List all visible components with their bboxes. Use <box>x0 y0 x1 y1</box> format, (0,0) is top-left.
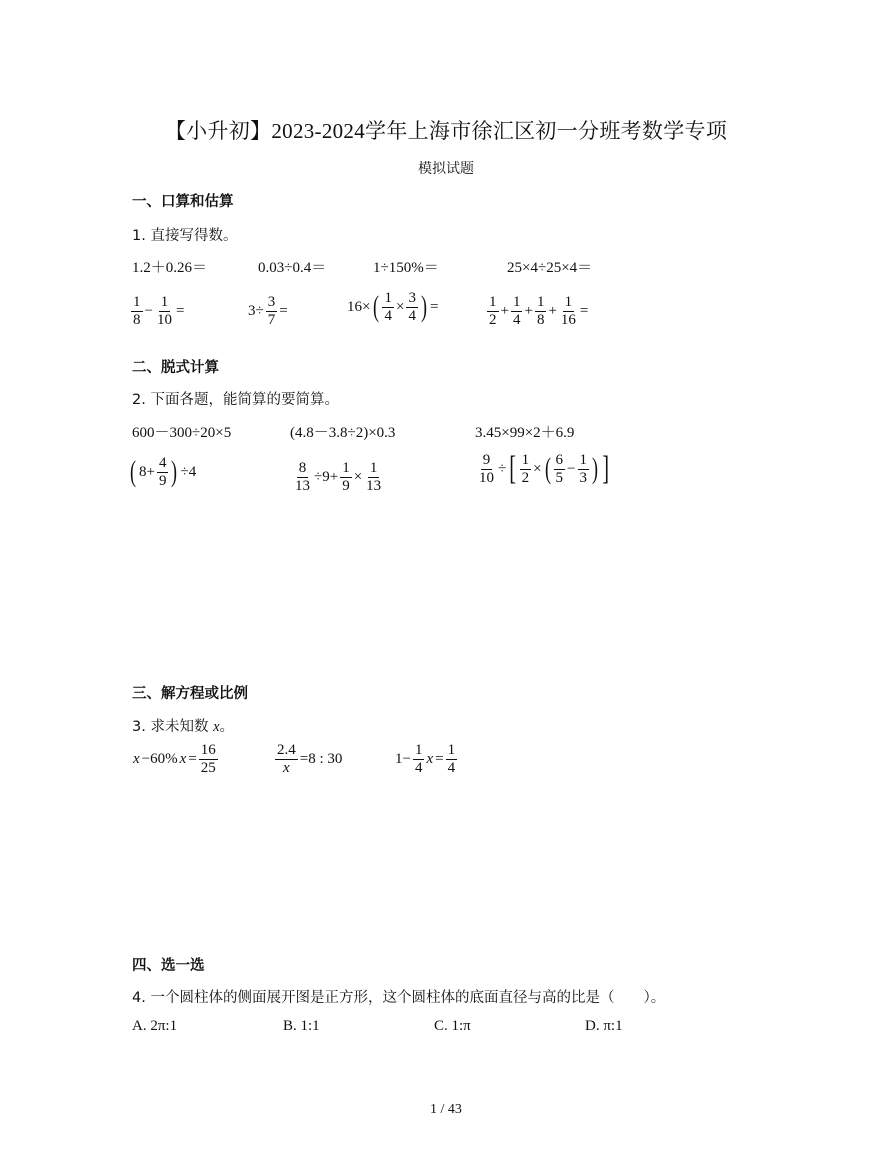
document-subtitle: 模拟试题 <box>418 161 474 177</box>
q1-item-5: $\frac{1}{8}$ − $\frac{1}{10}$ = <box>133 294 185 328</box>
q2-item-1: 600－300÷20×5 <box>132 425 232 441</box>
question-1: 1. 直接写得数。 <box>132 228 238 244</box>
page-number: 1 / 43 <box>430 1102 462 1117</box>
question-3-text: 3. 求未知数 <box>132 719 209 735</box>
question-4: 4. 一个圆柱体的侧面展开图是正方形，这个圆柱体的底面直径与高的比是（ ）。 <box>132 990 666 1006</box>
q1-item-8: $\frac{1}{2}$ + $\frac{1}{4}$ + $\frac{1}{8}$ + $\frac{1}{16}$ = <box>489 294 589 328</box>
q3-equation-1: x −60% x = $\frac{16}{25}$ <box>133 742 216 776</box>
q3-equation-3: 1− $\frac{1}{4}$ x = $\frac{1}{4}$ <box>395 742 456 776</box>
q2-item-3: 3.45×99×2＋6.9 <box>475 425 575 441</box>
q1-item-3: 1÷150%＝ <box>373 260 439 276</box>
question-3 <box>132 715 234 736</box>
question-3-end: 。 <box>219 719 234 735</box>
q1-item-7: 16× ( $\frac{1}{4}$ × $\frac{3}{4}$ ) = <box>347 290 439 324</box>
q1-item-4: 25×4÷25×4＝ <box>507 260 593 276</box>
q2-item-4: ( 8+ $\frac{4}{9}$ ) ÷4 <box>130 455 197 489</box>
q1-item-6: 3÷ $\frac{3}{7}$ = <box>248 294 288 328</box>
option-c: C. 1:π <box>434 1018 471 1034</box>
option-b: B. 1:1 <box>283 1018 320 1034</box>
q3-equation-2: $\frac{2.4}{x}$ =8 : 30 <box>277 742 343 776</box>
section-heading-1: 一、口算和估算 <box>132 194 234 210</box>
section-heading-2: 二、脱式计算 <box>132 360 219 376</box>
section-heading-4: 四、选一选 <box>132 958 205 974</box>
q2-item-5: $\frac{8}{13}$ ÷9+ $\frac{1}{9}$ × $\frac{1}{13}$ <box>295 460 382 494</box>
option-d: D. π:1 <box>585 1018 623 1034</box>
section-heading-3: 三、解方程或比例 <box>132 686 248 702</box>
q2-item-6: $\frac{9}{10}$ ÷[ $\frac{1}{2}$ × ( $\frac{6}{5}$ − $\frac{1}{3}$ ) ] <box>479 450 610 487</box>
option-a: A. 2π:1 <box>132 1018 178 1034</box>
question-3-variable: x <box>213 719 220 735</box>
q1-item-2: 0.03÷0.4＝ <box>258 260 327 276</box>
q1-item-1: 1.2＋0.26＝ <box>132 260 208 276</box>
question-2: 2. 下面各题，能简算的要简算。 <box>132 392 339 408</box>
document-title: 【小升初】2023-2024学年上海市徐汇区初一分班考数学专项 <box>164 119 728 143</box>
q2-item-2: (4.8－3.8÷2)×0.3 <box>290 425 396 441</box>
